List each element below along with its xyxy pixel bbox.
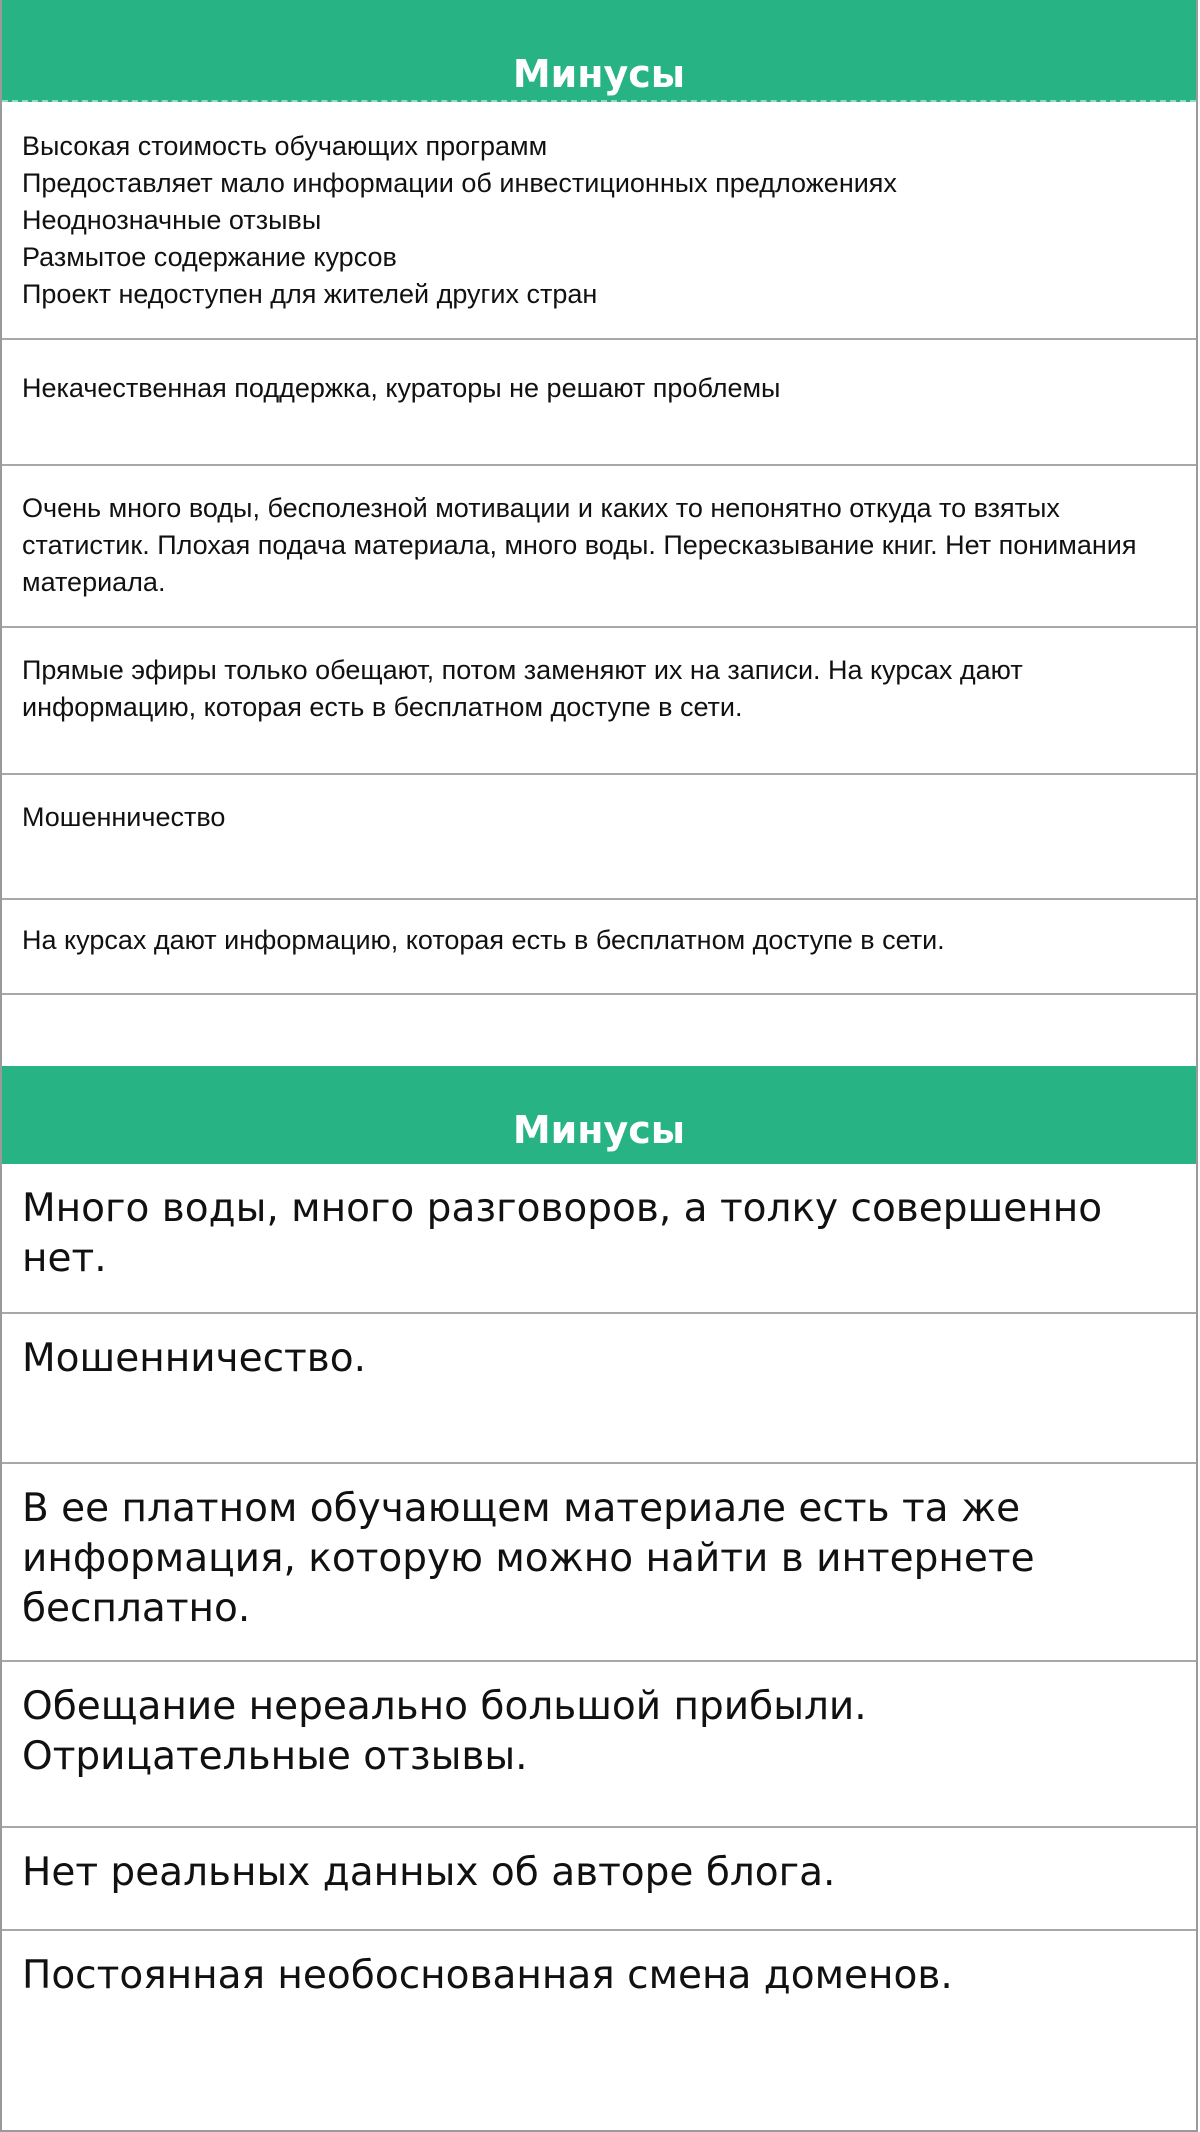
cons-row (2, 900, 1196, 995)
cons-text: Мошенничество (22, 802, 226, 832)
cons-text: Мошенничество. (22, 1336, 366, 1381)
cons-text: Некачественная поддержка, кураторы не решают проблемы (22, 373, 781, 403)
cons-item: Проект недоступен для жителей других стран (22, 279, 598, 309)
cons-row (2, 1164, 1196, 1314)
cons-row (2, 1314, 1196, 1464)
cons-text: Постоянная необоснованная смена доменов. (22, 1953, 953, 1998)
cons-row-empty (2, 995, 1196, 1065)
cons-item: Предоставляет мало информации об инвестиционных предложениях (22, 168, 897, 198)
cons-text: Много воды, много разговоров, а толку совершенно нет. (22, 1186, 1103, 1281)
cons-row (2, 628, 1196, 775)
cons-header: Минусы (2, 1066, 1196, 1164)
cons-row (2, 1662, 1196, 1828)
cons-text: Нет реальных данных об авторе блога. (22, 1850, 836, 1895)
cons-row (2, 1828, 1196, 1931)
cons-table-1 (0, 0, 1198, 1066)
cons-row (2, 102, 1196, 340)
cons-text: На курсах дают информацию, которая есть в бесплатном доступе в сети. (22, 925, 945, 955)
cons-table-2 (0, 1066, 1198, 2132)
cons-text: В ее платном обучающем материале есть та же информация, которую можно найти в интернете бесплатно. (22, 1486, 1035, 1631)
cons-item: Высокая стоимость обучающих программ (22, 131, 548, 161)
cons-text: Прямые эфиры только обещают, потом заменяют их на записи. На курсах дают информацию, которая есть в бесплатном доступе в сети. (22, 655, 1023, 722)
cons-header: Минусы (2, 0, 1196, 102)
cons-text: Обещание нереально большой прибыли. Отрицательные отзывы. (22, 1684, 867, 1779)
cons-row (2, 1464, 1196, 1662)
cons-item: Неоднозначные отзывы (22, 205, 322, 235)
cons-row (2, 466, 1196, 628)
cons-row (2, 775, 1196, 900)
cons-row (2, 340, 1196, 466)
cons-text: Очень много воды, бесполезной мотивации и каких то непонятно откуда то взятых статистик. Плохая подача материала, много воды. Пересказывание книг. Нет понимания материала. (22, 493, 1137, 597)
cons-item: Размытое содержание курсов (22, 242, 397, 272)
cons-row (2, 1931, 1196, 2130)
